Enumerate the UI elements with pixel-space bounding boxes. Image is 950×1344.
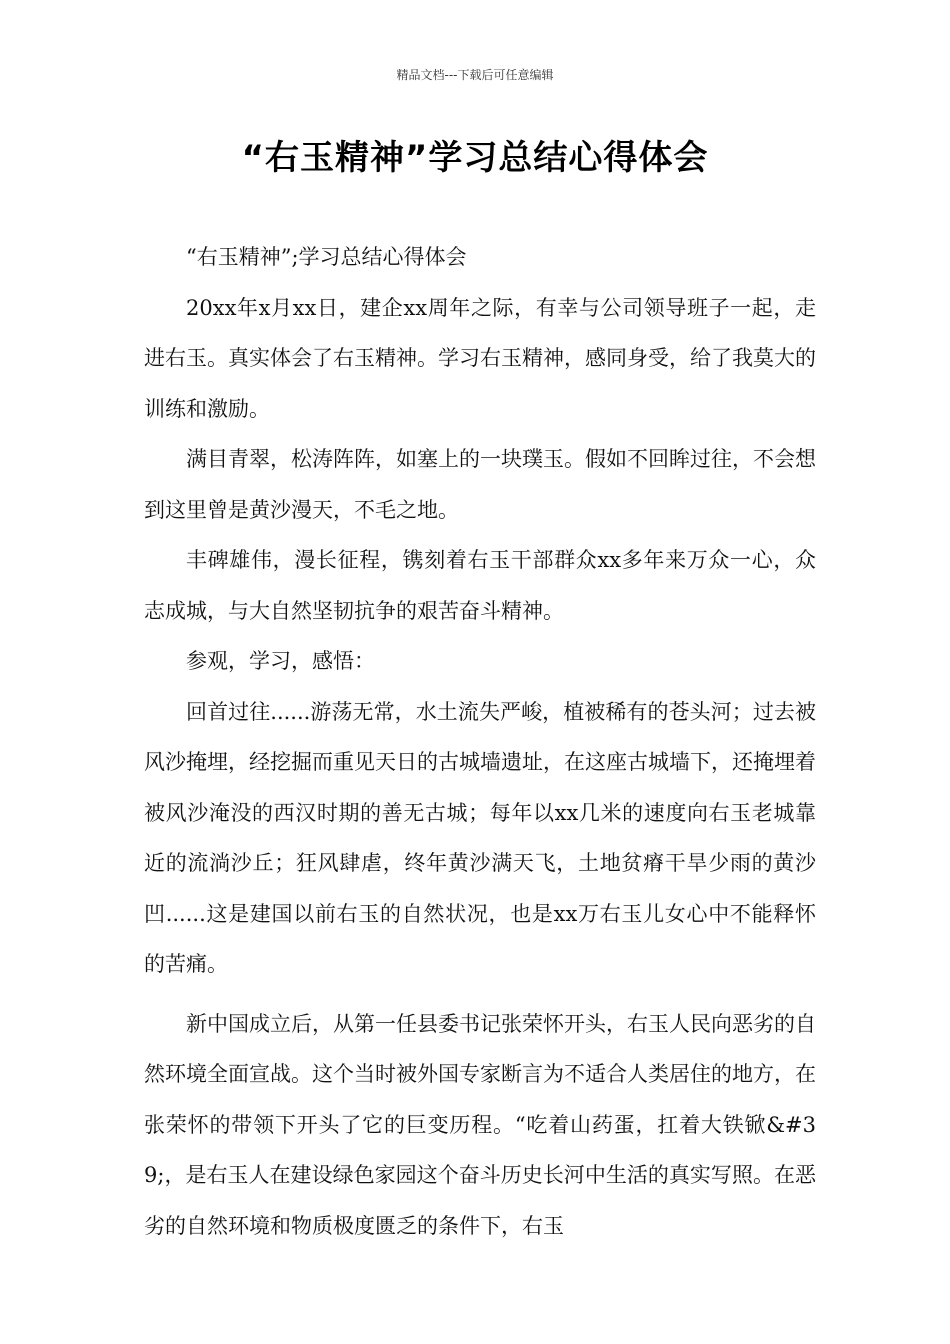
paragraph-history: 回首过往......游荡无常，水土流失严峻，植被稀有的苍头河；过去被风沙掩埋，经挖掘而重见天日的古城墙遗址，在这座古城墙下，还掩埋着被风沙淹没的西汉时期的善无古城；每年以xx几米的速度向右玉老城靠近的流淌沙丘；狂风肆虐，终年黄沙满天飞，土地贫瘠干旱少雨的黄沙凹......这是建国以前右玉的自然状况，也是xx万右玉儿女心中不能释怀的苦痛。 bbox=[144, 699, 816, 976]
header-note: 精品文档---下载后可任意编辑 bbox=[396, 68, 554, 82]
paragraph-heading-reflection: 参观，学习，感悟： bbox=[186, 649, 375, 673]
paragraph-scenery: 满目青翠，松涛阵阵，如塞上的一块璞玉。假如不回眸过往，不会想到这里曾是黄沙漫天，不毛之地。 bbox=[144, 447, 816, 522]
document-body bbox=[144, 232, 816, 1251]
paragraph-subtitle: “右玉精神”;学习总结心得体会 bbox=[186, 245, 467, 269]
paragraph-new-china: 新中国成立后，从第一任县委书记张荣怀开头，右玉人民向恶劣的自然环境全面宣战。这个当时被外国专家断言为不适合人类居住的地方，在张荣怀的带领下开头了它的巨变历程。“吃着山药蛋，扛着大铁锨&#39;，是右玉人在建设绿色家园这个奋斗历史长河中生活的真实写照。在恶劣的自然环境和物质极度匮乏的条件下，右玉 bbox=[144, 1011, 816, 1238]
paragraph-visit: 20xx年x月xx日，建企xx周年之际，有幸与公司领导班子一起，走进右玉。真实体会了右玉精神。学习右玉精神，感同身受，给了我莫大的训练和激励。 bbox=[144, 295, 816, 421]
paragraph-monument: 丰碑雄伟，漫长征程，镌刻着右玉干部群众xx多年来万众一心，众志成城，与大自然坚韧抗争的艰苦奋斗精神。 bbox=[144, 548, 816, 623]
document-title: “右玉精神”学习总结心得体会 bbox=[241, 138, 709, 178]
